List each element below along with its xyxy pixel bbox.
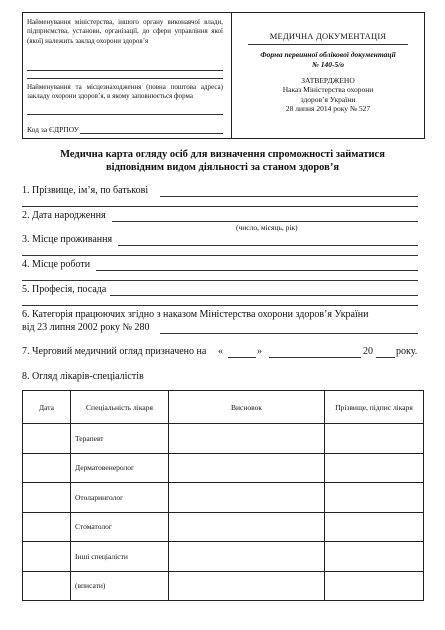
specialty-cell: Стоматолог	[71, 512, 169, 542]
birth-date-hint: (число, місяць, рік)	[236, 223, 298, 232]
form-number: № 140-5/о	[311, 59, 345, 69]
approved-label: ЗАТВЕРДЖЕНО	[301, 76, 355, 85]
date-cell[interactable]	[23, 512, 71, 542]
table-header-row	[23, 391, 424, 424]
approval-block	[232, 76, 424, 113]
conclusion-cell[interactable]	[169, 453, 325, 483]
col-date: Дата	[23, 391, 71, 424]
page-title	[22, 149, 423, 174]
date-cell[interactable]	[23, 542, 71, 572]
position-label: 5. Професія, посада	[22, 284, 107, 295]
signature-cell[interactable]	[325, 542, 424, 572]
form-name	[232, 50, 424, 69]
form-name-line1: Форма первинної облікової документації	[260, 50, 396, 59]
specialists-label: 8. Огляд лікарів-спеціалістів	[22, 371, 144, 382]
table-row	[23, 483, 424, 513]
next-exam-quote-close: »	[257, 346, 262, 357]
worker-category-label: 6. Категорія працюючих згідно з наказом Міністерства охорони здоров’я України	[22, 309, 369, 320]
date-cell[interactable]	[23, 453, 71, 483]
full-name-field[interactable]	[160, 196, 418, 197]
birth-date-field[interactable]	[112, 221, 418, 222]
facility-line	[27, 114, 223, 115]
position-field[interactable]	[110, 295, 418, 296]
header-left-cell	[23, 13, 232, 138]
approved-order: Наказ Міністерства охорони	[282, 85, 374, 95]
edrpou-line	[80, 133, 223, 134]
residence-field-extra[interactable]	[22, 255, 418, 256]
next-exam-year-word: року.	[396, 346, 418, 357]
col-specialty: Спеціальність лікаря	[71, 391, 169, 424]
facility-text: Найменування та місцезнаходження (повна поштова адреса) закладу охорони здоров’я, в якому заповнюється форма	[27, 83, 223, 101]
signature-cell[interactable]	[325, 453, 424, 483]
signature-cell[interactable]	[325, 483, 424, 513]
signature-cell[interactable]	[325, 512, 424, 542]
signature-cell[interactable]	[325, 424, 424, 454]
ministry-line	[27, 70, 223, 71]
table-row	[23, 424, 424, 454]
title-line2: відповідним видом діяльності за станом здоров’я	[105, 161, 340, 173]
next-exam-label: 7. Черговий медичний огляд призначено на	[22, 346, 207, 357]
specialists-table	[22, 390, 424, 601]
header-block	[22, 12, 425, 139]
date-cell[interactable]	[23, 424, 71, 454]
worker-category-order: від 23 липня 2002 року № 280	[22, 322, 150, 333]
approved-ministry: здоров’я України	[300, 94, 356, 104]
date-cell[interactable]	[23, 571, 71, 601]
conclusion-cell[interactable]	[169, 512, 325, 542]
full-name-field-extra[interactable]	[22, 206, 418, 207]
medical-documentation-rule	[248, 44, 408, 45]
medical-documentation-title: МЕДИЧНА ДОКУМЕНТАЦІЯ	[269, 31, 387, 41]
specialty-cell[interactable]: (вписати)	[71, 571, 169, 601]
header-right-cell	[232, 13, 424, 138]
specialty-cell: Дерматовенеролог	[71, 453, 169, 483]
signature-cell[interactable]	[325, 571, 424, 601]
full-name-label: 1. Прізвище, ім’я, по батькові	[22, 185, 149, 196]
conclusion-cell[interactable]	[169, 571, 325, 601]
workplace-field[interactable]	[96, 270, 418, 271]
date-cell[interactable]	[23, 483, 71, 513]
title-line1: Медична карта огляду осіб для визначення спроможності займатися	[60, 149, 385, 160]
edrpou-label: Код за ЄДРПОУ	[27, 125, 79, 134]
col-conclusion: Висновок	[169, 391, 325, 424]
table-row	[23, 571, 424, 601]
residence-label: 3. Місце проживання	[22, 234, 113, 245]
next-exam-year-field[interactable]	[376, 357, 395, 358]
table-row	[23, 542, 424, 572]
next-exam-month-field[interactable]	[269, 357, 361, 358]
specialty-cell: Терапевт	[71, 424, 169, 454]
birth-date-label: 2. Дата народження	[22, 210, 106, 221]
specialty-cell: Інші спеціалісти	[71, 542, 169, 572]
next-exam-quote-open: «	[218, 346, 223, 357]
conclusion-cell[interactable]	[169, 483, 325, 513]
ministry-line-2	[27, 78, 223, 79]
conclusion-cell[interactable]	[169, 542, 325, 572]
col-doctor-signature: Прізвище, підпис лікаря	[325, 391, 424, 424]
table-row	[23, 453, 424, 483]
workplace-label: 4. Місце роботи	[22, 259, 91, 270]
next-exam-day-field[interactable]	[228, 357, 256, 358]
table-row	[23, 512, 424, 542]
conclusion-cell[interactable]	[169, 424, 325, 454]
specialty-cell: Отоларинголог	[71, 483, 169, 513]
approved-date: 28 липня 2014 року № 527	[285, 103, 371, 113]
next-exam-century: 20	[363, 346, 373, 357]
ministry-text: Найменування міністерства, іншого органу виконавчої влади, підприємства, установи, організації, до сфери управління якої (якої) належить заклад охорони здоров’я	[27, 18, 223, 45]
residence-field[interactable]	[118, 245, 418, 246]
position-field-extra[interactable]	[22, 305, 418, 306]
worker-category-field[interactable]	[160, 333, 418, 334]
workplace-field-extra[interactable]	[22, 280, 418, 281]
